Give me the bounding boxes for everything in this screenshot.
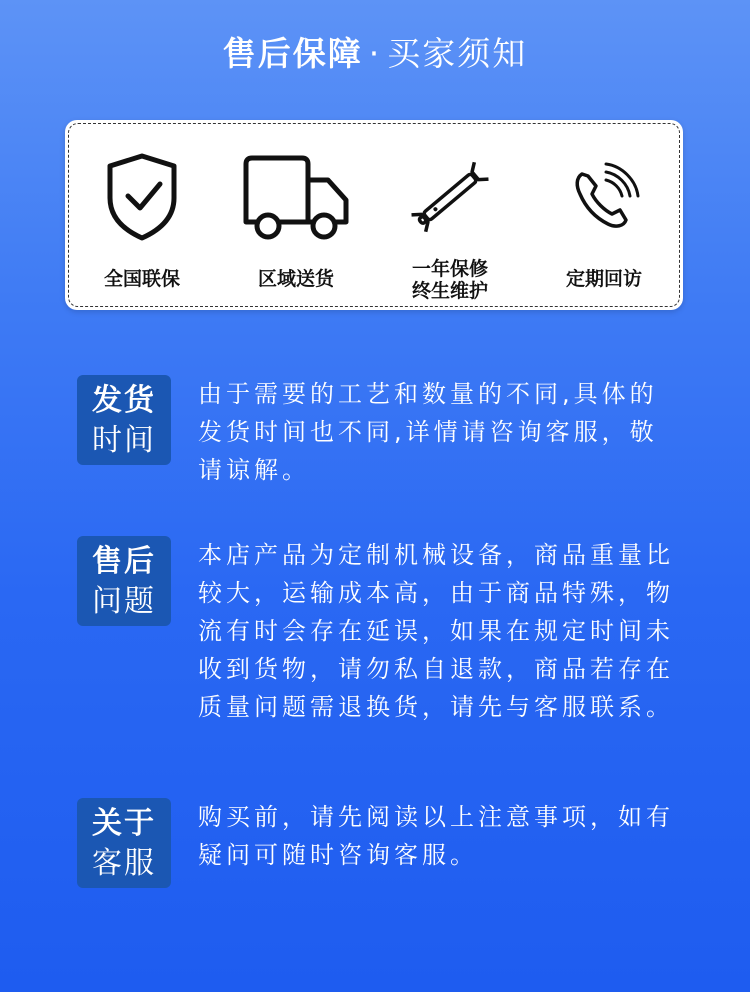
truck-icon xyxy=(219,152,373,242)
feature-label: 定期回访 xyxy=(565,268,642,290)
title-separator: · xyxy=(368,34,382,73)
feature-label-line1: 一年保修 xyxy=(411,258,488,280)
wrench-icon xyxy=(373,152,527,242)
badge-line2: 时间 xyxy=(92,423,156,458)
section-text: 购买前，请先阅读以上注意事项，如有疑问可随时咨询客服。 xyxy=(198,803,674,869)
section-text: 由于需要的工艺和数量的不同,具体的发货时间也不同,详情请咨询客服，敬请谅解。 xyxy=(198,380,658,484)
section-badge xyxy=(77,536,171,626)
guarantee-card xyxy=(65,120,683,310)
shield-check-icon xyxy=(65,152,219,242)
title-light: 买家须知 xyxy=(387,34,528,73)
feature-regular-follow-up xyxy=(527,120,681,310)
feature-label: 全国联保 xyxy=(103,268,180,290)
feature-label-line2: 终生维护 xyxy=(411,280,488,302)
section-badge xyxy=(77,375,171,465)
phone-icon xyxy=(527,152,681,242)
feature-nationwide-warranty xyxy=(65,120,219,310)
feature-label: 区域送货 xyxy=(257,268,334,290)
section-text: 本店产品为定制机械设备，商品重量比较大，运输成本高，由于商品特殊，物流有时会存在延误，如果在规定时间未收到货物，请勿私自退款，商品若存在质量问题需退换货，请先与客服联系。 xyxy=(198,541,674,721)
page-title xyxy=(0,28,750,75)
title-strong: 售后保障 xyxy=(222,34,363,73)
badge-line1: 发货 xyxy=(92,383,156,418)
badge-line1: 关于 xyxy=(92,806,156,841)
badge-line1: 售后 xyxy=(92,544,156,579)
badge-line2: 问题 xyxy=(92,584,156,619)
section-badge xyxy=(77,798,171,888)
feature-warranty-maintenance xyxy=(373,120,527,310)
feature-regional-delivery xyxy=(219,120,373,310)
badge-line2: 客服 xyxy=(92,846,156,881)
